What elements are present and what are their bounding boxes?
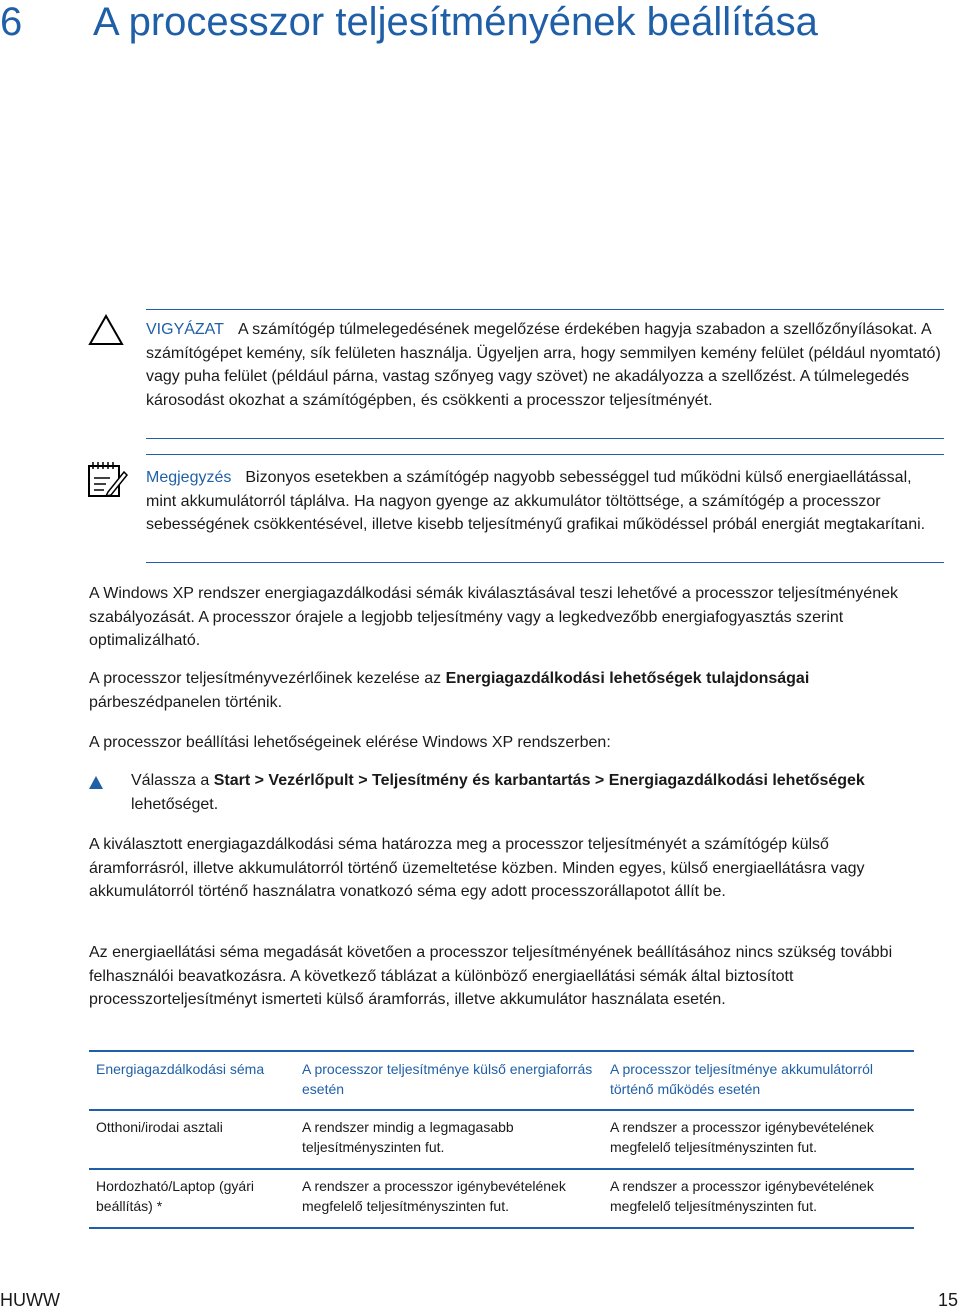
paragraph-access: A processzor beállítási lehetőségeinek elérése Windows XP rendszerben: [89,734,611,751]
note-text: Bizonyos esetekben a számítógép nagyobb sebességgel tud működni külső energiaellátással, mint akkumulátorról táplálva. Ha nagyon gyenge az akkumulátor töltöttsége, a számítógép a processzor sebességének csökkentésével, illetve kisebb teljesítményű grafikai működéssel próbál energiát megtakarítani. [146,469,926,533]
dialog-name: Energiagazdálkodási lehetőségek tulajdonságai [445,670,810,687]
table-cell: A rendszer a processzor igénybevételének megfelelő teljesítményszinten fut. [295,1169,603,1228]
table-cell: A rendszer a processzor igénybevételének megfelelő teljesítményszinten fut. [603,1169,914,1228]
table-row [89,1169,914,1228]
table-cell: A rendszer mindig a legmagasabb teljesítményszinten fut. [295,1110,603,1169]
note-top-rule [146,454,944,455]
chapter-title: A processzor teljesítményének beállítása [93,0,818,44]
chapter-number: 6 [0,0,23,44]
caution-top-rule [146,309,944,310]
table-header-cell: A processzor teljesítménye külső energiaforrás esetén [295,1051,603,1110]
caution-text: A számítógép túlmelegedésének megelőzése érdekében hagyja szabadon a szellőzőnyílásokat. A számítógépet kemény, sík felületen használja. Ügyeljen arra, hogy semmilyen kemény felület (például nyomtató) vagy puha felület (például párna, vastag szőnyeg vagy szövet) ne akadályozza a szellőzést. A túlmelegedés károsodást okozhat a számítógépben, és csökkenti a processzor teljesítményét. [146,321,941,409]
paragraph-dialog: A processzor teljesítményvezérlőinek kezelése az Energiagazdálkodási lehetőségek tulajdonságai párbeszédpanelen történik. [89,670,810,711]
paragraph-scheme: A kiválasztott energiagazdálkodási séma határozza meg a processzor teljesítményét a számítógép külső áramforrásról, illetve akkumulátorról történő üzemeltetése közben. Minden egyes, külső energiaellátásra vagy akkumulátorról történő használatra vonatkozó séma egy adott processzorállapotot állít be. [89,836,865,900]
table-header-cell: A processzor teljesítménye akkumulátorról történő működés esetén [603,1051,914,1110]
table-cell: Hordozható/Laptop (gyári beállítás) * [89,1169,295,1228]
table-header-row [89,1051,914,1110]
table-header-cell: Energiagazdálkodási séma [89,1051,295,1110]
caution-label: VIGYÁZAT [146,321,224,338]
footer-page-number: 15 [937,1290,958,1310]
power-scheme-table [89,1050,914,1229]
caution-triangle-icon [88,314,124,346]
paragraph-intro: A Windows XP rendszer energiagazdálkodási sémák kiválasztásával teszi lehetővé a processzor teljesítményének szabályozását. A processzor órajele a legjobb teljesítmény vagy a legkedvezőbb energiafogyasztás szerint optimalizálható. [89,585,898,649]
table-row [89,1110,914,1169]
table-cell: A rendszer a processzor igénybevételének megfelelő teljesítményszinten fut. [603,1110,914,1169]
table-cell: Otthoni/irodai asztali [89,1110,295,1169]
note-bottom-rule [146,562,944,563]
note-pad-icon [86,458,128,500]
footer-doc-code: HUWW [0,1290,60,1310]
paragraph-table-intro: Az energiaellátási séma megadását követően a processzor teljesítményének beállításához nincs szükség további felhasználói beavatkozásra. A következő táblázat a különböző energiaellátási sémák által biztosított processzorteljesítményt ismerteti külső áramforrás, illetve akkumulátor használata esetén. [89,944,893,1008]
note-block [146,466,944,537]
note-label: Megjegyzés [146,469,232,486]
step-instruction: Válassza a Start > Vezérlőpult > Teljesítmény és karbantartás > Energiagazdálkodási lehetőségek lehetőséget. [131,772,865,813]
caution-block [146,318,944,412]
caution-bottom-rule [146,438,944,439]
step-bullet-icon [89,776,103,789]
